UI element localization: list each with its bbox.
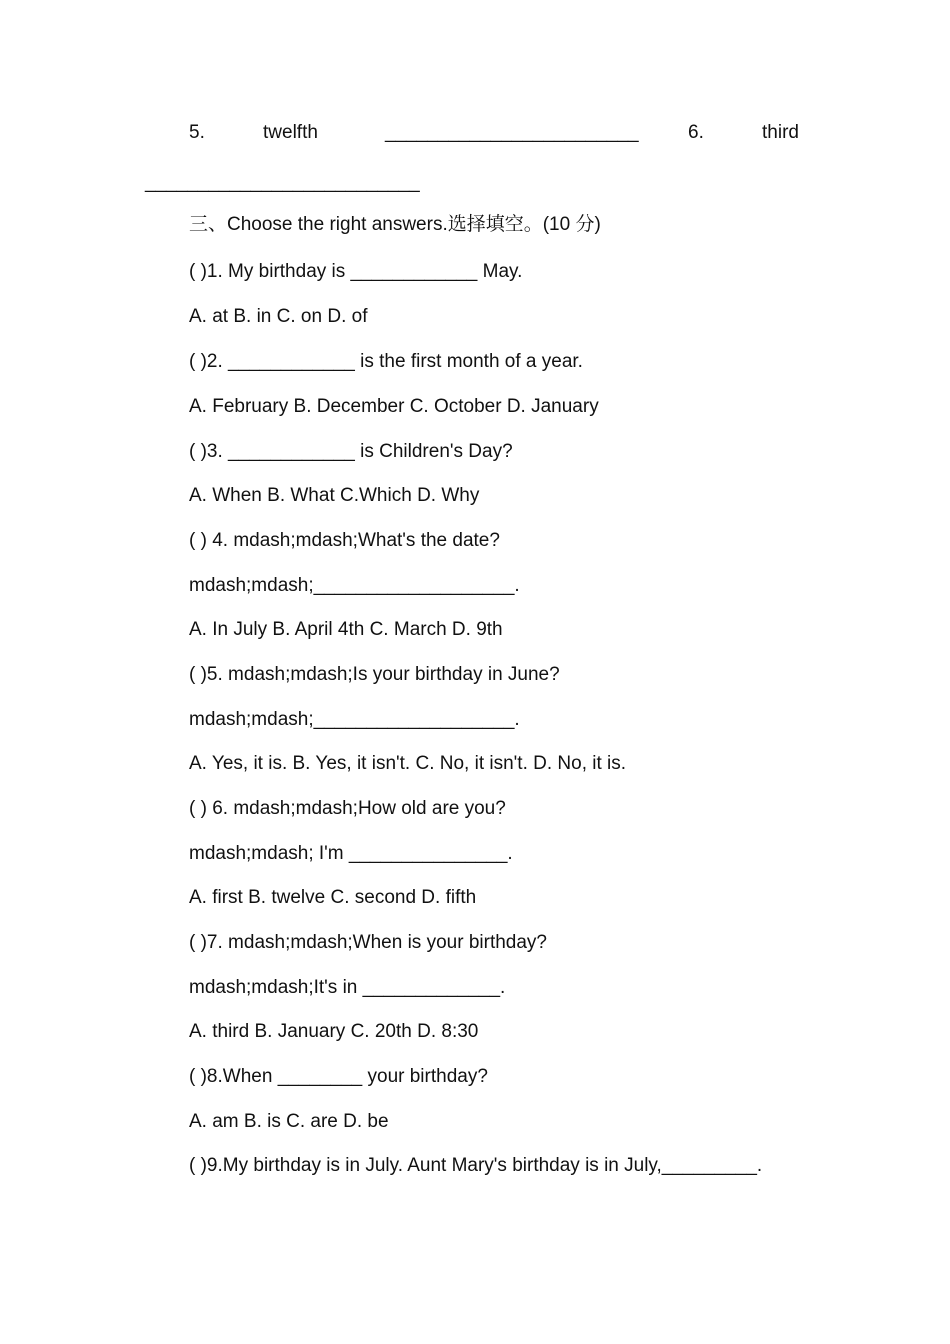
options-8: A. am B. is C. are D. be	[189, 1111, 389, 1132]
item-number-6: 6.	[688, 122, 704, 143]
question-8: ( )8.When ________ your birthday?	[189, 1066, 488, 1087]
question-1: ( )1. My birthday is ____________ May.	[189, 261, 523, 282]
options-7: A. third B. January C. 20th D. 8:30	[189, 1021, 479, 1042]
options-1: A. at B. in C. on D. of	[189, 306, 368, 327]
question-9: ( )9.My birthday is in July. Aunt Mary's birthday is in July,_________.	[189, 1155, 763, 1176]
word-third: third	[762, 122, 799, 143]
question-2: ( )2. ____________ is the first month of a year.	[189, 351, 583, 372]
answer-blank-6: __________________________	[145, 172, 420, 193]
answer-line-6: mdash;mdash; I'm _______________.	[189, 843, 513, 864]
section-heading: 三、Choose the right answers.选择填空。(10 分)	[189, 214, 601, 235]
question-6: ( ) 6. mdash;mdash;How old are you?	[189, 798, 506, 819]
options-4: A. In July B. April 4th C. March D. 9th	[189, 619, 503, 640]
answer-line-4: mdash;mdash;___________________.	[189, 575, 520, 596]
question-7: ( )7. mdash;mdash;When is your birthday?	[189, 932, 547, 953]
item-number-5: 5.	[189, 122, 205, 143]
exercise-row-5-6	[189, 121, 809, 147]
answer-blank-5: ________________________	[385, 122, 639, 143]
answer-line-5: mdash;mdash;___________________.	[189, 709, 520, 730]
question-4: ( ) 4. mdash;mdash;What's the date?	[189, 530, 500, 551]
question-5: ( )5. mdash;mdash;Is your birthday in June?	[189, 664, 560, 685]
options-5: A. Yes, it is. B. Yes, it isn't. C. No, it isn't. D. No, it is.	[189, 753, 627, 774]
options-3: A. When B. What C.Which D. Why	[189, 485, 480, 506]
question-3: ( )3. ____________ is Children's Day?	[189, 441, 513, 462]
options-6: A. first B. twelve C. second D. fifth	[189, 887, 477, 908]
word-twelfth: twelfth	[263, 122, 318, 143]
options-2: A. February B. December C. October D. January	[189, 396, 599, 417]
answer-line-7: mdash;mdash;It's in _____________.	[189, 977, 506, 998]
